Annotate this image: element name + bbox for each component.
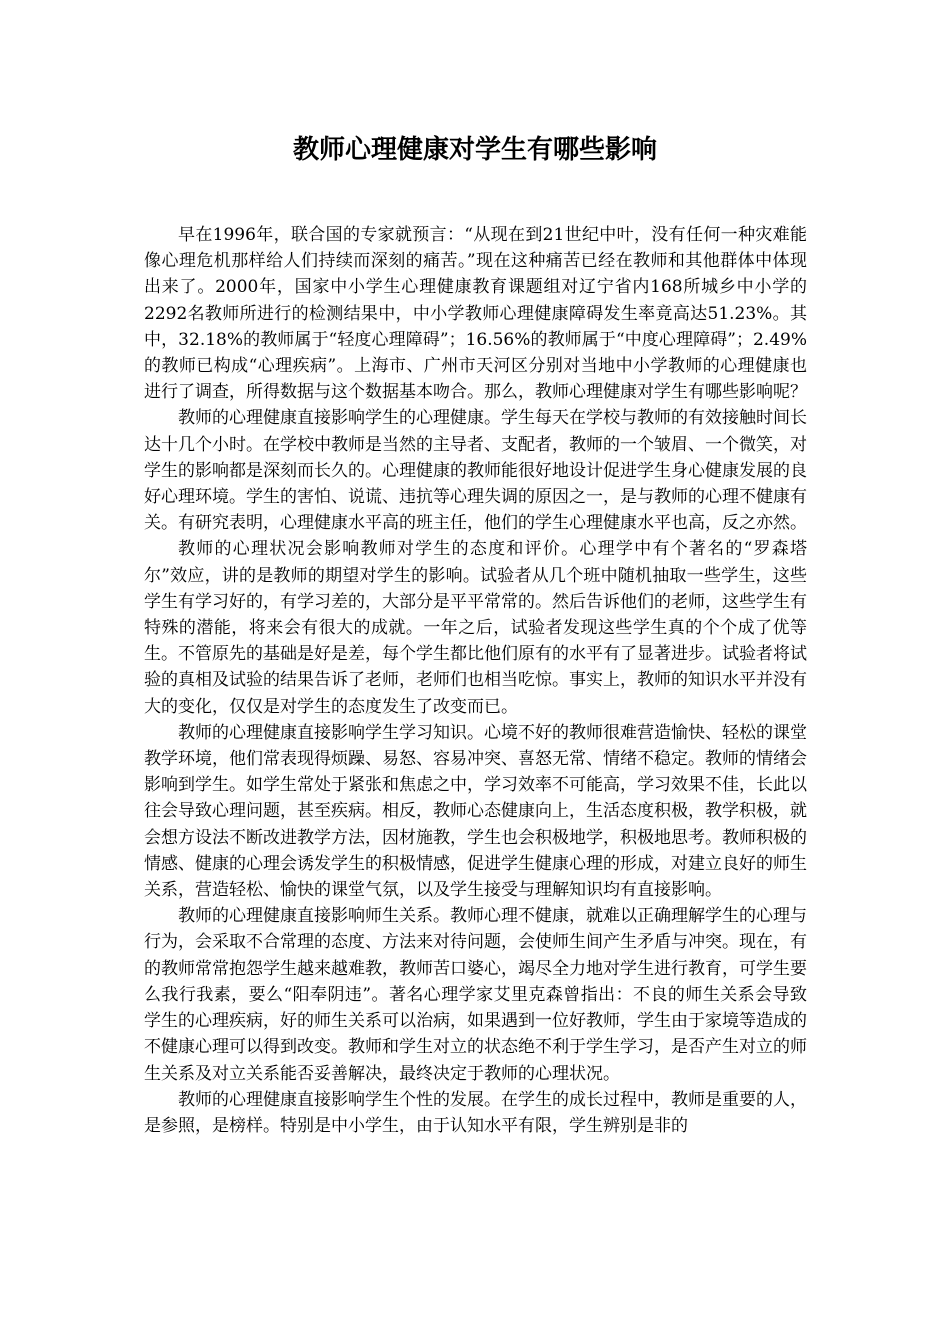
document-body [144, 222, 807, 1139]
document-title: 教师心理健康对学生有哪些影响 [292, 135, 657, 165]
paragraph-attitude-evaluation: 教师的心理状况会影响教师对学生的态度和评价。心理学中有个著名的“罗森塔尔”效应，讲的是教师的期望对学生的影响。试验者从几个班中随机抽取一些学生，这些学生有学习好的，有学习差的，大部分是平平常常的。然后告诉他们的老师，这些学生有特殊的潜能，将来会有很大的成就。一年之后，试验者发现这些学生真的个个成了优等生。不管原先的基础是好是差，每个学生都比他们原有的水平有了显著进步。试验者将试验的真相及试验的结果告诉了老师，老师们也相当吃惊。事实上，教师的知识水平并没有大的变化，仅仅是对学生的态度发生了改变而已。 [144, 539, 807, 717]
paragraph-teacher-student-relation: 教师的心理健康直接影响师生关系。教师心理不健康，就难以正确理解学生的心理与行为，会采取不合常理的态度、方法来对待问题，会使师生间产生矛盾与冲突。现在，有的教师常常抱怨学生越来越难教，教师苦口婆心，竭尽全力地对学生进行教育，可学生要么我行我素，要么“阳奉阴违”。著名心理学家艾里克森曾指出：不良的师生关系会导致学生的心理疾病，好的师生关系可以治病，如果遇到一位好教师，学生由于家境等造成的不健康心理可以得到改变。教师和学生对立的状态绝不利于学生学习，是否产生对立的师生关系及对立关系能否妥善解决，最终决定于教师的心理状况。 [144, 906, 807, 1084]
paragraph-personality-development: 教师的心理健康直接影响学生个性的发展。在学生的成长过程中，教师是重要的人，是参照，是榜样。特别是中小学生，由于认知水平有限，学生辨别是非的 [144, 1089, 807, 1136]
paragraph-intro: 早在1996年，联合国的专家就预言：“从现在到21世纪中叶，没有任何一种灾难能像心理危机那样给人们持续而深刻的痛苦。”现在这种痛苦已经在教师和其他群体中体现出来了。2000年，国家中小学生心理健康教育课题组对辽宁省内168所城乡中小学的2292名教师所进行的检测结果中，中小学教师心理健康障碍发生率竟高达51.23%。其中，32.18%的教师属于“轻度心理障碍”；16.56%的教师属于“中度心理障碍”；2.49%的教师已构成“心理疾病”。上海市、广州市天河区分别对当地中小学教师的心理健康也进行了调查，所得数据与这个数据基本吻合。那么，教师心理健康对学生有哪些影响呢？ [144, 225, 807, 403]
paragraph-mental-health: 教师的心理健康直接影响学生的心理健康。学生每天在学校与教师的有效接触时间长达十几个小时。在学校中教师是当然的主导者、支配者，教师的一个皱眉、一个微笑，对学生的影响都是深刻而长久的。心理健康的教师能很好地设计促进学生身心健康发展的良好心理环境。学生的害怕、说谎、违抗等心理失调的原因之一，是与教师的心理不健康有关。有研究表明，心理健康水平高的班主任，他们的学生心理健康水平也高，反之亦然。 [144, 408, 807, 534]
paragraph-learning-knowledge: 教师的心理健康直接影响学生学习知识。心境不好的教师很难营造愉快、轻松的课堂教学环境，他们常表现得烦躁、易怒、容易冲突、喜怒无常、情绪不稳定。教师的情绪会影响到学生。如学生常处于紧张和焦虑之中，学习效率不可能高，学习效果不佳，长此以往会导致心理问题，甚至疾病。相反，教师心态健康向上，生活态度积极，教学积极，就会想方设法不断改进教学方法，因材施教，学生也会积极地学，积极地思考。教师积极的情感、健康的心理会诱发学生的积极情感，促进学生健康心理的形成，对建立良好的师生关系，营造轻松、愉快的课堂气氛，以及学生接受与理解知识均有直接影响。 [144, 722, 807, 901]
